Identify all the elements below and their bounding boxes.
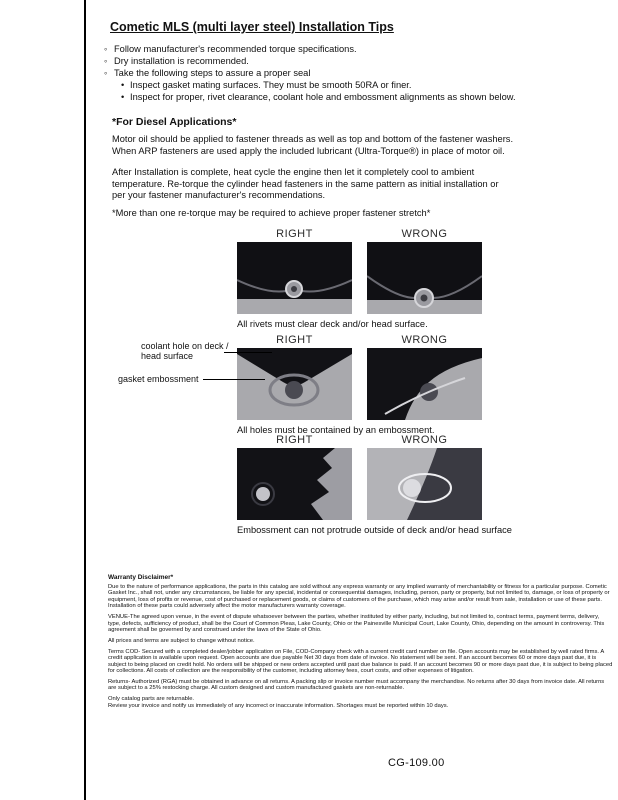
rivet-caption: All rivets must clear deck and/or head surface. — [237, 319, 428, 329]
wrong-label: WRONG — [401, 434, 448, 446]
disclaimer-paragraph-5: Returns- Authorized (RGA) must be obtained in advance on all returns. A packing slip or invoice number must accompany the merchandise. No returns after 30 days from invoice date. All returns are subject to a 25% restocking charge. All custom designed and custom manufactured gaskets are non-returnable. — [108, 678, 605, 692]
page-code: CG-109.00 — [388, 757, 445, 769]
hole-wrong-image — [367, 348, 482, 420]
right-label: RIGHT — [276, 228, 313, 240]
tip-bullet-2: ◦ Dry installation is recommended. — [104, 55, 516, 67]
tip-bullet-3: ◦ Take the following steps to assure a proper seal — [104, 67, 516, 79]
retorque-note: *More than one re-torque may be required to achieve proper fastener stretch* — [112, 208, 431, 218]
figure-pair — [237, 228, 482, 314]
embossment-right-image — [237, 448, 352, 520]
rivet-wrong-image — [367, 242, 482, 314]
gasket-embossment-leader-line — [203, 379, 265, 380]
figure-row-holes — [237, 334, 482, 436]
figure-row-embossment — [237, 434, 512, 536]
figure-pair — [237, 334, 482, 420]
figure-right-column — [237, 434, 352, 520]
coolant-hole-callout: coolant hole on deck / head surface — [141, 341, 229, 361]
figure-row-rivets — [237, 228, 482, 330]
gasket-embossment-callout: gasket embossment — [118, 374, 199, 384]
embossment-caption: Embossment can not protrude outside of deck and/or head surface — [237, 525, 512, 535]
figure-wrong-column — [367, 434, 482, 520]
wrong-label: WRONG — [401, 228, 448, 240]
figure-right-column — [237, 334, 352, 420]
figure-wrong-column — [367, 228, 482, 314]
disclaimer-paragraph-3: All prices and terms are subject to change without notice. — [108, 637, 255, 644]
warranty-disclaimer — [108, 574, 613, 714]
right-label: RIGHT — [276, 434, 313, 446]
right-label: RIGHT — [276, 334, 313, 346]
tips-list — [104, 43, 516, 103]
hole-right-image — [237, 348, 352, 420]
tip-sub-bullet-1: • Inspect gasket mating surfaces. They must be smooth 50RA or finer. — [120, 79, 516, 91]
disclaimer-paragraph-4: Terms COD- Secured with a completed dealer/jobber application on File, COD-Company check with a current credit card number on file. Open accounts may be established by well rated firms. A credit application is available upon request. Open accounts are due payable Net 30 days from date of invoice. No statement will be sent. If an account becomes 60 or more days past due, it is subject to being placed on credit hold. No orders will be shipped or new orders accepted until past due balance is paid. If an account becomes 90 or more days past due, it is subject to being placed for collections. All costs of collection are the responsibility of the customer, including attorney fees, court costs, and other expenses of litigation. — [108, 648, 613, 674]
figure-pair — [237, 434, 482, 520]
wrong-label: WRONG — [401, 334, 448, 346]
embossment-wrong-image — [367, 448, 482, 520]
disclaimer-paragraph-2: VENUE-The agreed upon venue, in the event of dispute whatsoever between the parties, whether instituted by either party, including, but not limited to, contract terms, payment terms, delivery, type, defects, sufficiency of product, shall be the Court of Common Pleas, Lake County, Ohio or the Painesville Municipal Court, Lake County, Ohio, depending on the amount in controversy. This agreement shall be governed by and construed under the laws of the State of Ohio. — [108, 614, 605, 633]
disclaimer-paragraph-7: Review your invoice and notify us immediately of any incorrect or inaccurate information. Shortages must be reported within 10 days. — [108, 702, 449, 709]
diesel-applications-heading: *For Diesel Applications* — [112, 116, 237, 128]
figure-wrong-column — [367, 334, 482, 420]
page-title: Cometic MLS (multi layer steel) Installation Tips — [110, 20, 394, 34]
disclaimer-heading: Warranty Disclaimer* — [108, 574, 174, 581]
coolant-hole-leader-line — [224, 352, 272, 353]
page-left-rule — [84, 0, 86, 800]
tip-bullet-1: ◦ Follow manufacturer's recommended torque specifications. — [104, 43, 516, 55]
disclaimer-paragraph-6: Only catalog parts are returnable. — [108, 696, 195, 703]
tip-sub-bullet-2: • Inspect for proper, rivet clearance, coolant hole and embossment alignments as shown below. — [120, 91, 516, 103]
rivet-right-image — [237, 242, 352, 314]
diesel-paragraph-2: After Installation is complete, heat cycle the engine then let it completely cool to ambient temperature. Re-torque the cylinder head fasteners in the same pattern as initial installation or per your fastener manufacturer's recommendations. — [112, 167, 499, 201]
diesel-paragraph-1: Motor oil should be applied to fastener threads as well as top and bottom of the fastener washers. When ARP fasteners are used apply the included lubricant (Ultra-Torque®) in place of motor oil. — [112, 134, 514, 156]
figure-right-column — [237, 228, 352, 314]
hole-caption: All holes must be contained by an embossment. — [237, 425, 435, 435]
disclaimer-paragraph-1: Due to the nature of performance applications, the parts in this catalog are sold without any express warranty or any implied warranty of merchantability or fitness for a particular purpose. Cometic Gasket Inc., shall not, under any circumstances, be liable for any special, incidental or consequential damages, including, person, party or property, but not limited to, damage, or loss of property or equipment, loss of profits or revenue, cost of purchased or replacement goods, or claims of customers of the purchase, which may arise and/or result from sale, installation or use of these parts. Installation of these parts could adversely affect the motor manufacturers warranty coverage. — [108, 584, 610, 610]
